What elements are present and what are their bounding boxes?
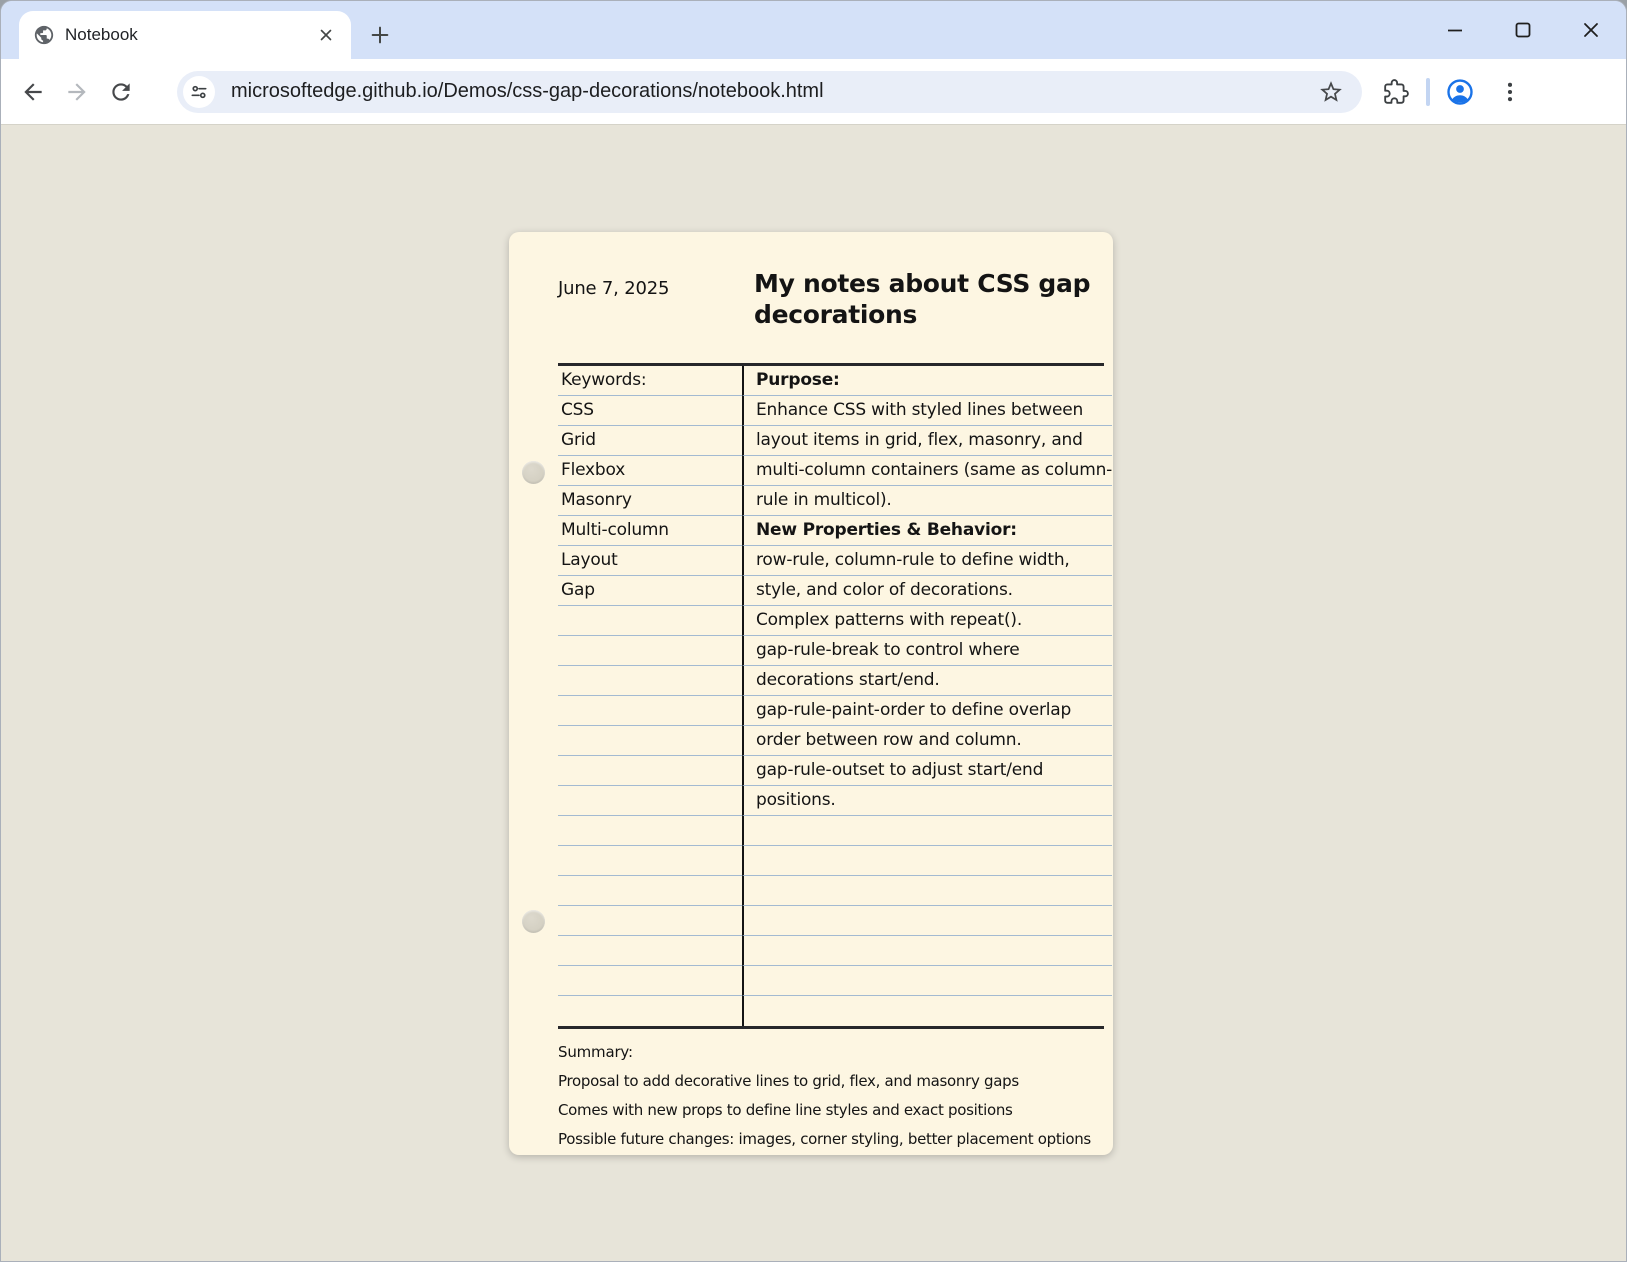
keyword-cell: [558, 996, 742, 1026]
note-cell: positions.: [742, 786, 1112, 816]
keyword-cell: Multi-column: [558, 516, 742, 546]
keyword-cell: [558, 756, 742, 786]
site-settings-tune-icon[interactable]: [183, 76, 215, 108]
window-controls: [1434, 1, 1612, 59]
note-cell: New Properties & Behavior:: [742, 516, 1112, 546]
page-content: [1, 125, 1626, 1261]
keyword-cell: [558, 696, 742, 726]
tab-close-icon[interactable]: [313, 22, 339, 48]
note-cell: Complex patterns with repeat().: [742, 606, 1112, 636]
page-title: My notes about CSS gap decorations: [754, 269, 1091, 329]
keyword-cell: [558, 906, 742, 936]
note-cell: [742, 906, 1112, 936]
back-button[interactable]: [11, 70, 55, 114]
close-window-button[interactable]: [1570, 9, 1612, 51]
notebook-card: [509, 232, 1113, 1155]
hole-punch: [522, 910, 545, 933]
keyword-cell: [558, 966, 742, 996]
minimize-button[interactable]: [1434, 9, 1476, 51]
keyword-cell: Layout: [558, 546, 742, 576]
keyword-cell: Keywords:: [558, 366, 742, 396]
keyword-cell: CSS: [558, 396, 742, 426]
note-cell: [742, 966, 1112, 996]
profile-account-icon[interactable]: [1440, 72, 1480, 112]
keyword-cell: [558, 846, 742, 876]
tab-title: Notebook: [65, 25, 138, 44]
note-cell: row-rule, column-rule to define width,: [742, 546, 1112, 576]
menu-three-dots-icon[interactable]: [1490, 72, 1530, 112]
browser-toolbar: [1, 59, 1626, 125]
tab-strip: [1, 1, 1626, 59]
bookmark-star-icon[interactable]: [1314, 75, 1348, 109]
reload-button[interactable]: [99, 70, 143, 114]
keyword-cell: [558, 726, 742, 756]
note-cell: multi-column containers (same as column-: [742, 456, 1112, 486]
toolbar-right-group: [1376, 72, 1530, 112]
toolbar-divider: [1426, 78, 1430, 106]
note-cell: gap-rule-outset to adjust start/end: [742, 756, 1112, 786]
keyword-cell: [558, 936, 742, 966]
summary-label: Summary:: [558, 1043, 633, 1061]
extensions-puzzle-icon[interactable]: [1376, 72, 1416, 112]
url-text[interactable]: microsoftedge.github.io/Demos/css-gap-decorations/notebook.html: [231, 80, 824, 102]
note-cell: decorations start/end.: [742, 666, 1112, 696]
keyword-cell: [558, 606, 742, 636]
keyword-cell: Masonry: [558, 486, 742, 516]
summary-line: Comes with new props to define line styles and exact positions: [558, 1101, 1013, 1119]
keyword-cell: Gap: [558, 576, 742, 606]
keyword-cell: Flexbox: [558, 456, 742, 486]
maximize-button[interactable]: [1502, 9, 1544, 51]
tab-notebook[interactable]: [19, 11, 351, 59]
keyword-cell: [558, 876, 742, 906]
new-tab-button[interactable]: [363, 18, 397, 52]
note-cell: order between row and column.: [742, 726, 1112, 756]
keyword-cell: [558, 666, 742, 696]
note-cell: rule in multicol).: [742, 486, 1112, 516]
keyword-cell: [558, 786, 742, 816]
note-table: [558, 363, 1113, 1029]
note-cell: Enhance CSS with styled lines between: [742, 396, 1112, 426]
summary-line: Possible future changes: images, corner styling, better placement options: [558, 1130, 1091, 1148]
summary-lines: [558, 1067, 1104, 1154]
note-cell: [742, 996, 1112, 1026]
summary-line: Proposal to add decorative lines to grid, flex, and masonry gaps: [558, 1072, 1019, 1090]
keyword-cell: Grid: [558, 426, 742, 456]
note-cell: [742, 846, 1112, 876]
note-cell: [742, 876, 1112, 906]
summary-section: [558, 1038, 1104, 1154]
note-cell: Purpose:: [742, 366, 1112, 396]
keyword-cell: [558, 636, 742, 666]
note-date: June 7, 2025: [558, 278, 670, 299]
note-cell: [742, 936, 1112, 966]
note-cell: [742, 816, 1112, 846]
note-cell: style, and color of decorations.: [742, 576, 1112, 606]
note-cell: layout items in grid, flex, masonry, and: [742, 426, 1112, 456]
hole-punch: [522, 461, 545, 484]
globe-icon: [33, 24, 55, 46]
note-cell: gap-rule-break to control where: [742, 636, 1112, 666]
keyword-cell: [558, 816, 742, 846]
note-header: [509, 232, 1113, 363]
forward-button[interactable]: [55, 70, 99, 114]
address-bar[interactable]: [177, 71, 1362, 113]
note-cell: gap-rule-paint-order to define overlap: [742, 696, 1112, 726]
